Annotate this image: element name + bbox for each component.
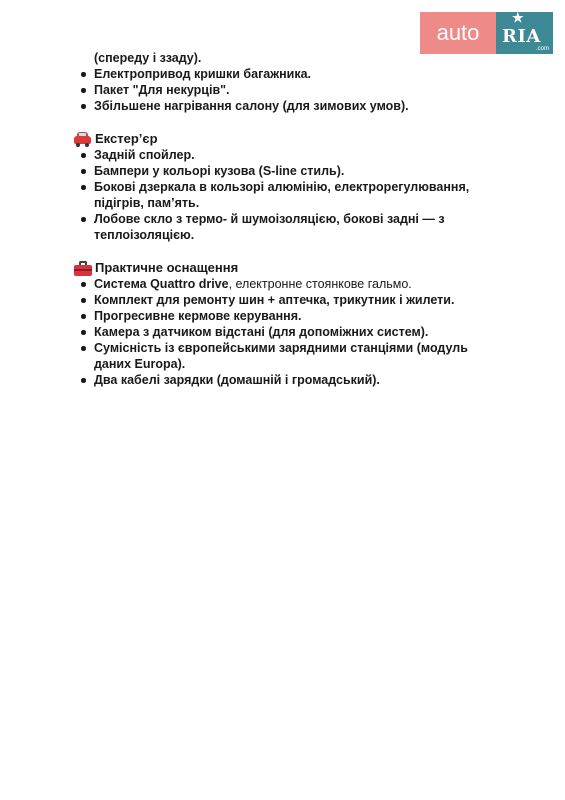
list-item [74,276,494,292]
list-item: Сумісність із європейськими зарядними станціями (модуль даних Europa). [74,340,494,372]
list-item: Комплект для ремонту шин + аптечка, трикутник і жилети. [74,292,494,308]
list-item-main: Система Quattro drive [94,277,229,291]
logo-ria-part [496,12,553,54]
section-title: Екстер’єр [95,130,158,146]
list-item: Електропривод кришки багажника. [74,66,494,82]
list-item: Бокові дзеркала в кользорі алюмінію, електрорегулювання, підігрів, пам’ять. [74,179,494,211]
car-icon [74,131,92,147]
toolbox-icon [74,260,92,276]
logo-ria-text: RIA [502,26,541,47]
list-item: Задній спойлер. [74,147,494,163]
equipment-list [74,276,494,388]
section-title: Практичне оснащення [95,259,239,275]
list-item: Бампери у кольорі кузова (S-line стиль). [74,163,494,179]
exterior-list [74,147,494,243]
list-item: Прогресивне кермове керування. [74,308,494,324]
intro-list [74,66,494,114]
list-item: Пакет "Для некурців". [74,82,494,98]
autoria-logo [420,12,553,54]
logo-auto-part: auto [420,12,496,54]
list-item: Лобове скло з термо- й шумоізоляцією, бокові задні — з теплоізоляцією. [74,211,494,243]
star-icon: ★ [512,11,524,26]
list-item: Збільшене нагрівання салону (для зимових умов). [74,98,494,114]
document-body [74,50,494,388]
list-item: Два кабелі зарядки (домашній і громадський). [74,372,494,388]
continued-line: (спереду і ззаду). [94,51,202,65]
logo-ria-domain: .com [535,46,549,52]
section-heading-exterior [74,130,494,147]
section-heading-equipment [74,259,494,276]
list-item-rest: , електронне стоянкове гальмо. [228,277,412,291]
list-item: Камера з датчиком відстані (для допоміжних систем). [74,324,494,340]
